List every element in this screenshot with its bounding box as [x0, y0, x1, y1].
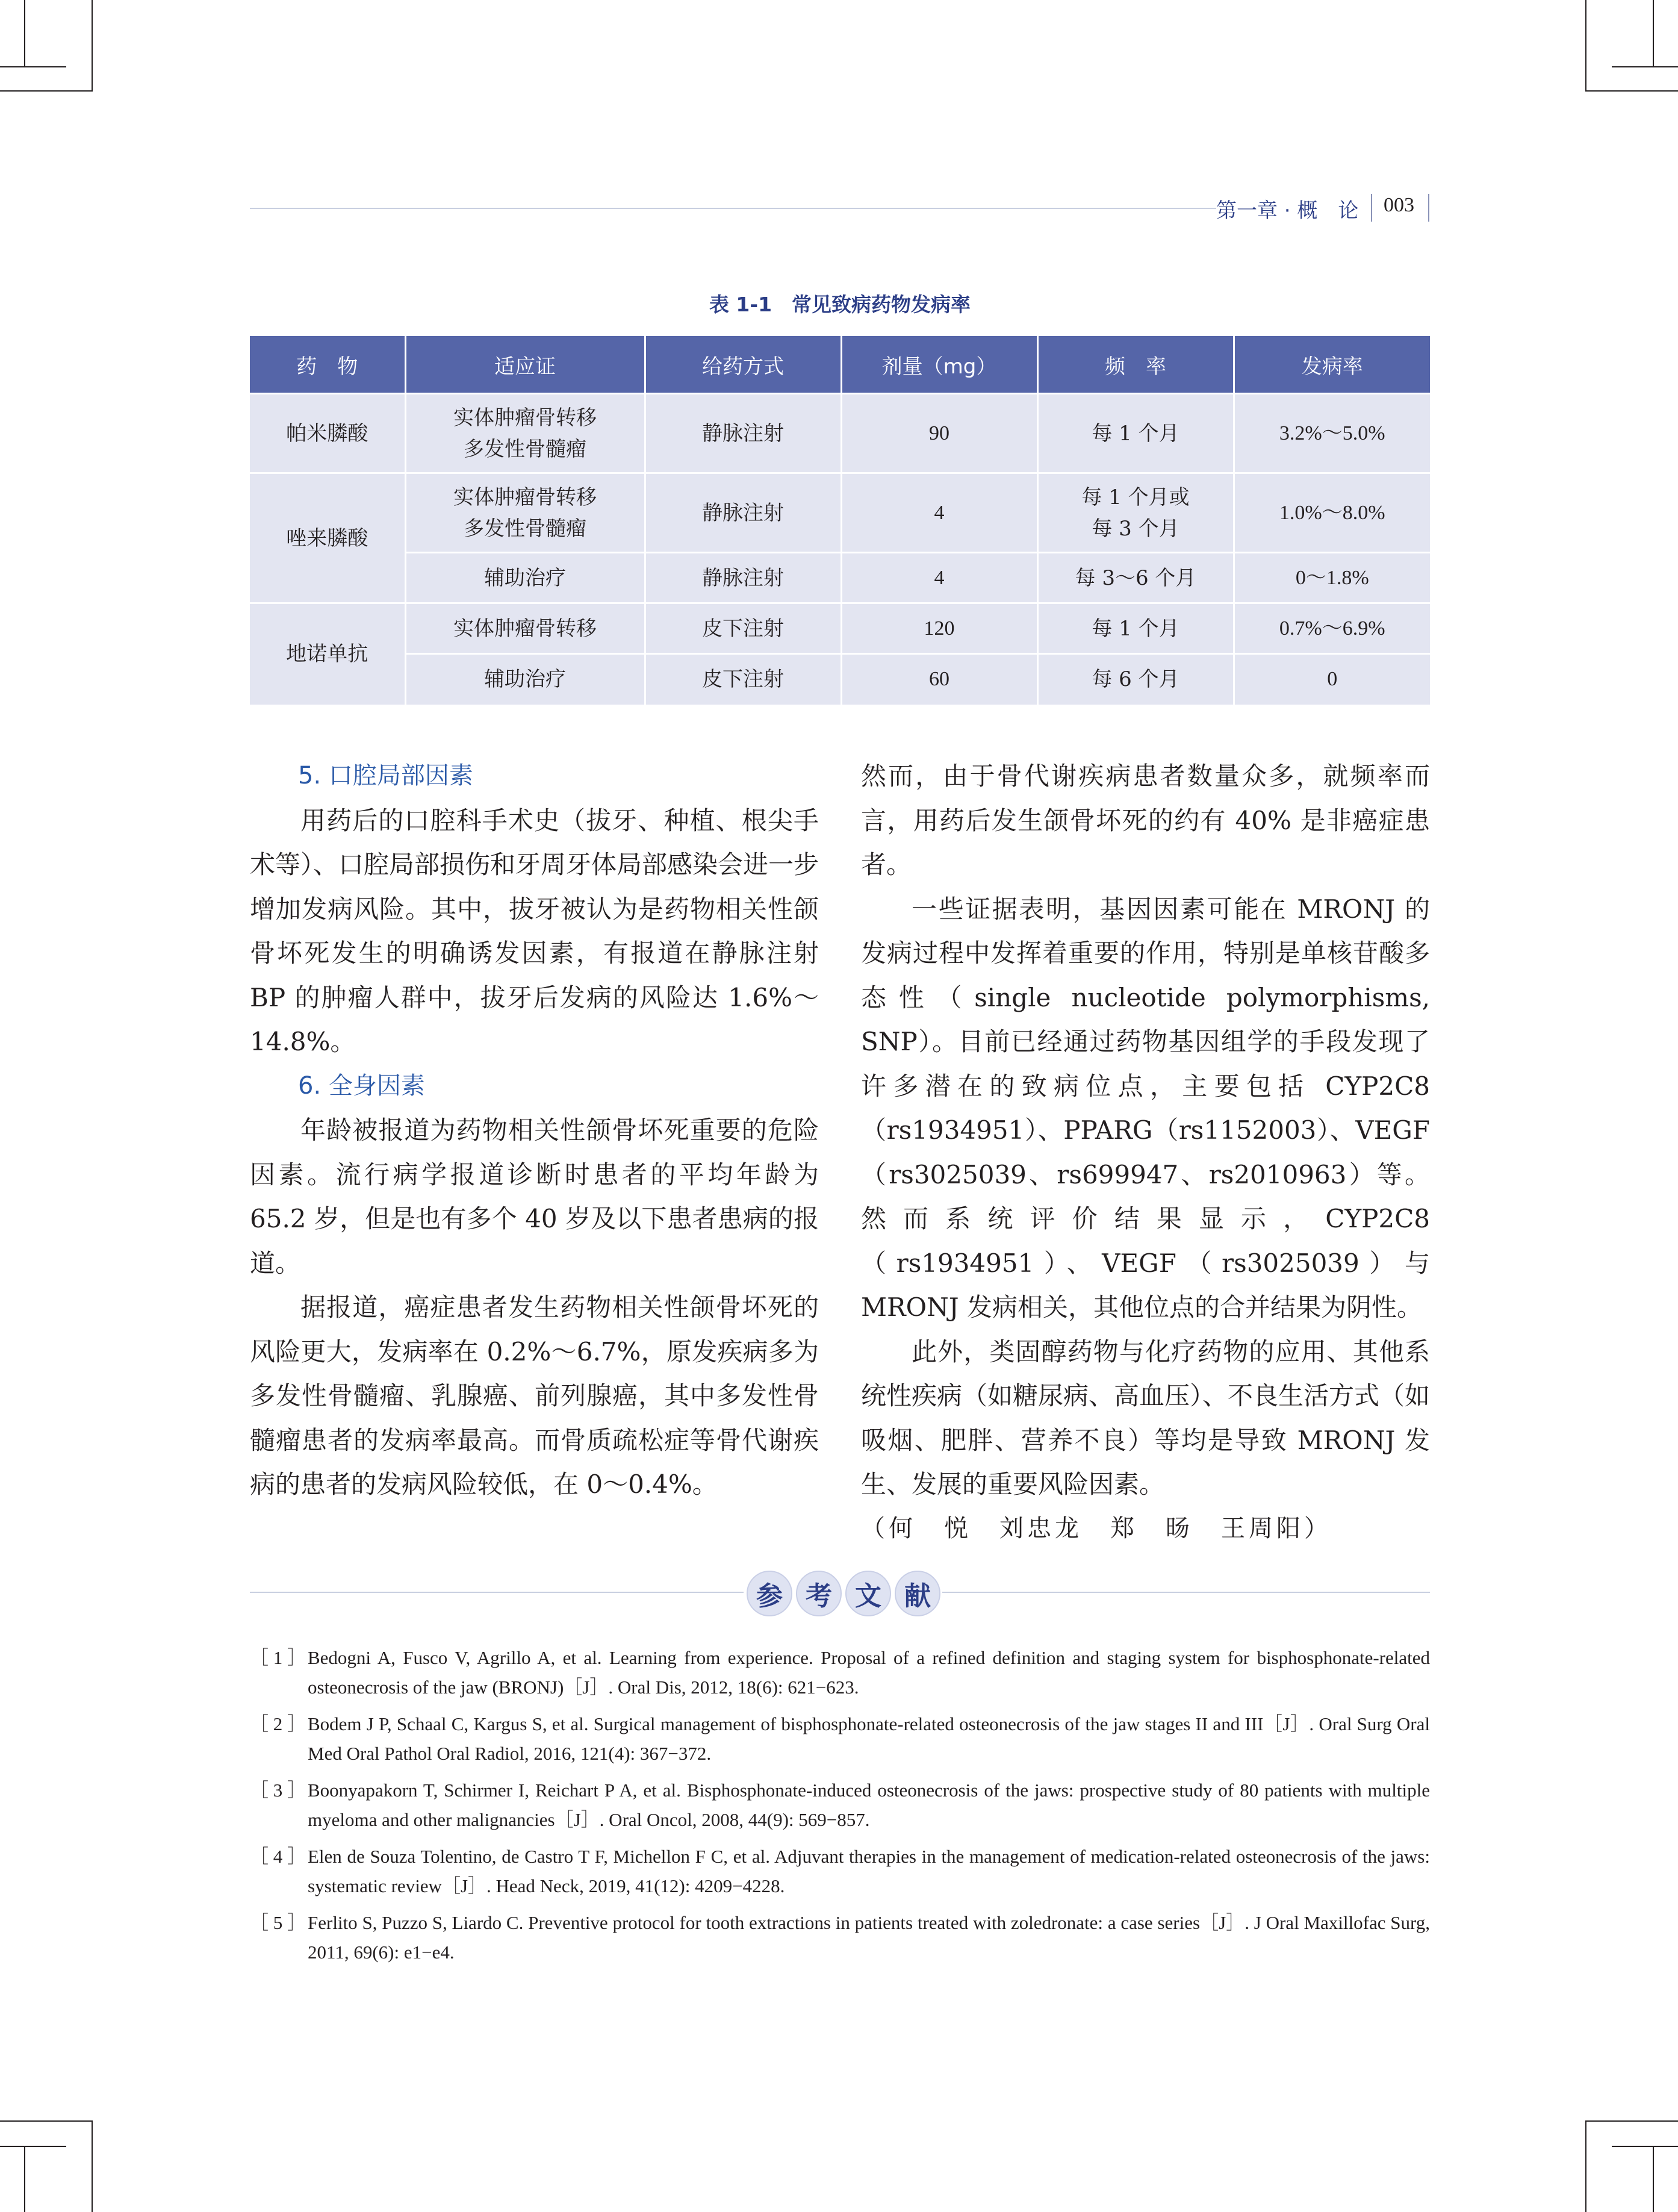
table-row [250, 394, 1430, 473]
references-title [747, 1571, 940, 1615]
indication-line: 实体肿瘤骨转移 [453, 485, 597, 509]
section-heading: 6. 全身因素 [298, 1071, 425, 1100]
header-rule [250, 208, 1216, 209]
column-header: 发病率 [1234, 336, 1430, 394]
reference-item [250, 1908, 1430, 1967]
table-row [250, 473, 1430, 553]
references-title-char: 文 [845, 1571, 891, 1616]
incidence-cell: 3.2%～5.0% [1234, 394, 1430, 473]
column-header: 频 率 [1037, 336, 1234, 394]
drug-name: 唑来膦酸 [250, 473, 405, 603]
left-column [250, 754, 819, 1507]
reference-number: ［ 3 ］ [250, 1780, 306, 1801]
incidence-cell: 0 [1234, 654, 1430, 705]
table-row [250, 603, 1430, 654]
incidence-cell: 0～1.8% [1234, 553, 1430, 603]
crop-mark [1585, 2120, 1678, 2122]
paragraph: 用药后的口腔科手术史（拔牙、种植、根尖手术等）、口腔局部损伤和牙周牙体局部感染会进一步增加发病风险。其中，拔牙被认为是药物相关性颌骨坏死发生的明确诱发因素，有报道在静脉注射 BP 的肿瘤人群中，拔牙后发病的风险达 1.6%～14.8%。 [250, 805, 819, 1056]
right-column [861, 754, 1430, 1551]
reference-text: Bodem J P, Schaal C, Kargus S, et al. Surgical management of bisphosphonate-related osteonecrosis of the jaw stages II and III［J］. Oral Surg Oral Med Oral Pathol Oral Radiol, 2016, 121(4): 367−372. [308, 1713, 1430, 1764]
paragraph: 据报道，癌症患者发生药物相关性颌骨坏死的风险更大，发病率在 0.2%～6.7%，原发疾病多为多发性骨髓瘤、乳腺癌、前列腺癌，其中多发性骨髓瘤患者的发病率最高。而骨质疏松症等骨代谢疾病的患者的发病风险较低，在 0～0.4%。 [250, 1292, 819, 1499]
crop-mark [92, 2122, 93, 2212]
crop-mark [92, 0, 93, 90]
crop-mark [1612, 66, 1678, 67]
reference-number: ［ 1 ］ [250, 1647, 306, 1668]
frequency-cell [1037, 473, 1234, 553]
drug-incidence-table [250, 336, 1430, 705]
crop-mark [1612, 2146, 1678, 2147]
table-caption: 表 1-1 常见致病药物发病率 [709, 293, 971, 316]
frequency-cell: 每 1 个月 [1037, 394, 1234, 473]
dose-cell: 4 [841, 553, 1037, 603]
drug-name: 帕米膦酸 [250, 394, 405, 473]
reference-text: Bedogni A, Fusco V, Agrillo A, et al. Learning from experience. Proposal of a refined definition and staging system for bisphosphonate-related osteonecrosis of the jaw (BRONJ)［J］. Oral Dis, 2012, 18(6): 621−623. [308, 1647, 1430, 1698]
crop-mark [1585, 0, 1586, 90]
crop-mark [1585, 90, 1678, 92]
paragraph: 然而，由于骨代谢疾病患者数量众多，就频率而言，用药后发生颌骨坏死的约有 40% 是非癌症患者。 [861, 761, 1430, 879]
table-header-row [250, 336, 1430, 394]
paragraph: 一些证据表明，基因因素可能在 MRONJ 的发病过程中发挥着重要的作用，特别是单核苷酸多态性（single nucleotide polymorphisms, SNP）。目前已经通过药物基因组学的手段发现了许多潜在的致病位点，主要包括 CYP2C8（rs1934951）、PPARG（rs1152003）、VEGF（rs3025039、rs699947、rs2010963）等。然而系统评价结果显示，CYP2C8（rs1934951）、VEGF（rs3025039）与 MRONJ 发病相关，其他位点的合并结果为阴性。 [861, 894, 1430, 1322]
route-cell: 静脉注射 [645, 553, 841, 603]
header-divider [1428, 194, 1429, 222]
dose-cell: 120 [841, 603, 1037, 654]
references-rule [942, 1592, 1430, 1593]
reference-text: Ferlito S, Puzzo S, Liardo C. Preventive protocol for tooth extractions in patients treated with zoledronate: a case series［J］. J Oral Maxillofac Surg, 2011, 69(6): e1−e4. [308, 1912, 1430, 1963]
indication-cell [405, 473, 645, 553]
reference-item [250, 1643, 1430, 1702]
reference-text: Boonyapakorn T, Schirmer I, Reichart P A, et al. Bisphosphonate-induced osteonecrosis of the jaws: prospective study of 80 patients with multiple myeloma and other malignancies［J］. Oral Oncol, 2008, 44(9): 569−857. [308, 1780, 1430, 1830]
route-cell: 皮下注射 [645, 654, 841, 705]
incidence-cell: 1.0%～8.0% [1234, 473, 1430, 553]
section-heading: 5. 口腔局部因素 [298, 762, 473, 790]
route-cell: 皮下注射 [645, 603, 841, 654]
references-title-char: 参 [747, 1571, 792, 1616]
indication-line: 实体肿瘤骨转移 [453, 405, 597, 430]
frequency-cell: 每 6 个月 [1037, 654, 1234, 705]
indication-cell: 辅助治疗 [405, 654, 645, 705]
crop-mark [0, 2146, 66, 2147]
reference-number: ［ 4 ］ [250, 1846, 306, 1867]
indication-cell [405, 394, 645, 473]
column-header: 适应证 [405, 336, 645, 394]
dose-cell: 90 [841, 394, 1037, 473]
references-title-char: 考 [796, 1571, 842, 1616]
crop-mark [0, 2120, 93, 2122]
frequency-cell: 每 1 个月 [1037, 603, 1234, 654]
page-number: 003 [1384, 194, 1414, 216]
dose-cell: 60 [841, 654, 1037, 705]
table-row [250, 654, 1430, 705]
indication-line: 多发性骨髓瘤 [464, 437, 586, 461]
dose-cell: 4 [841, 473, 1037, 553]
paragraph: 年龄被报道为药物相关性颌骨坏死重要的危险因素。流行病学报道诊断时患者的平均年龄为 65.2 岁，但是也有多个 40 岁及以下患者患病的报道。 [250, 1115, 819, 1278]
drug-name: 地诺单抗 [250, 603, 405, 705]
route-cell: 静脉注射 [645, 473, 841, 553]
route-cell: 静脉注射 [645, 394, 841, 473]
reference-number: ［ 2 ］ [250, 1713, 306, 1734]
header-divider [1371, 194, 1372, 222]
paragraph: 此外，类固醇药物与化疗药物的应用、其他系统性疾病（如糖尿病、高血压）、不良生活方式（如吸烟、肥胖、营养不良）等均是导致 MRONJ 发生、发展的重要风险因素。 [861, 1336, 1431, 1499]
indication-cell: 实体肿瘤骨转移 [405, 603, 645, 654]
references-title-char: 献 [895, 1571, 940, 1616]
crop-mark [1653, 2146, 1654, 2212]
reference-item [250, 1709, 1430, 1768]
frequency-cell: 每 3～6 个月 [1037, 553, 1234, 603]
column-header: 给药方式 [645, 336, 841, 394]
column-header: 药 物 [250, 336, 405, 394]
reference-text: Elen de Souza Tolentino, de Castro T F, Michellon F C, et al. Adjuvant therapies in the management of medication-related osteonecrosis of the jaws: systematic review［J］. Head Neck, 2019, 41(12): 4209−4228. [308, 1846, 1430, 1896]
crop-mark [1585, 2122, 1586, 2212]
crop-mark [24, 2146, 25, 2212]
reference-number: ［ 5 ］ [250, 1912, 306, 1933]
references-rule [250, 1592, 744, 1593]
crop-mark [24, 0, 25, 66]
reference-list [250, 1643, 1430, 1974]
table-row [250, 553, 1430, 603]
indication-line: 多发性骨髓瘤 [464, 516, 586, 541]
frequency-line: 每 3 个月 [1092, 516, 1179, 541]
chapter-title: 第一章 · 概 论 [1216, 199, 1359, 223]
reference-item [250, 1842, 1430, 1901]
authors: （何 悦 刘忠龙 郑 旸 王周阳） [861, 1514, 1332, 1542]
frequency-line: 每 1 个月或 [1081, 485, 1190, 509]
indication-cell: 辅助治疗 [405, 553, 645, 603]
crop-mark [1653, 0, 1654, 66]
incidence-cell: 0.7%～6.9% [1234, 603, 1430, 654]
column-header: 剂量（mg） [841, 336, 1037, 394]
reference-item [250, 1775, 1430, 1834]
crop-mark [0, 66, 66, 67]
crop-mark [0, 90, 93, 92]
